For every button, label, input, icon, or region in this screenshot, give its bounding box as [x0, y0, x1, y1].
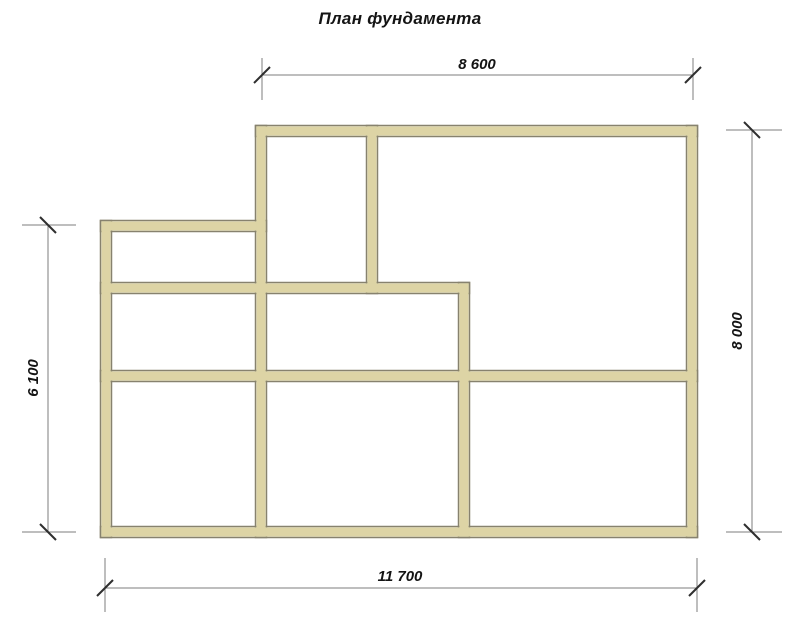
middle-wall-upper — [101, 283, 468, 292]
upper-partition-wall — [367, 126, 376, 292]
step-vertical-wall — [459, 283, 468, 536]
dim-right-height — [726, 122, 782, 540]
main-vertical-wall — [256, 126, 265, 536]
left-wing-top-wall — [101, 221, 265, 230]
dim-bottom-width-label: 11 700 — [377, 568, 423, 585]
middle-wall-lower — [101, 371, 696, 380]
dim-top-width — [254, 56, 701, 100]
outer-top-wall — [256, 126, 696, 135]
outer-right-wall — [687, 126, 696, 536]
dim-left-height — [22, 217, 76, 540]
dim-left-height-label: 6 100 — [25, 359, 42, 397]
dim-bottom-width — [97, 558, 705, 612]
page-title: План фундамента — [318, 9, 482, 28]
dim-top-width-label: 8 600 — [458, 56, 496, 73]
dim-right-height-label: 8 000 — [729, 312, 746, 350]
walls-layer — [101, 126, 698, 538]
outer-bottom-wall — [101, 527, 696, 536]
